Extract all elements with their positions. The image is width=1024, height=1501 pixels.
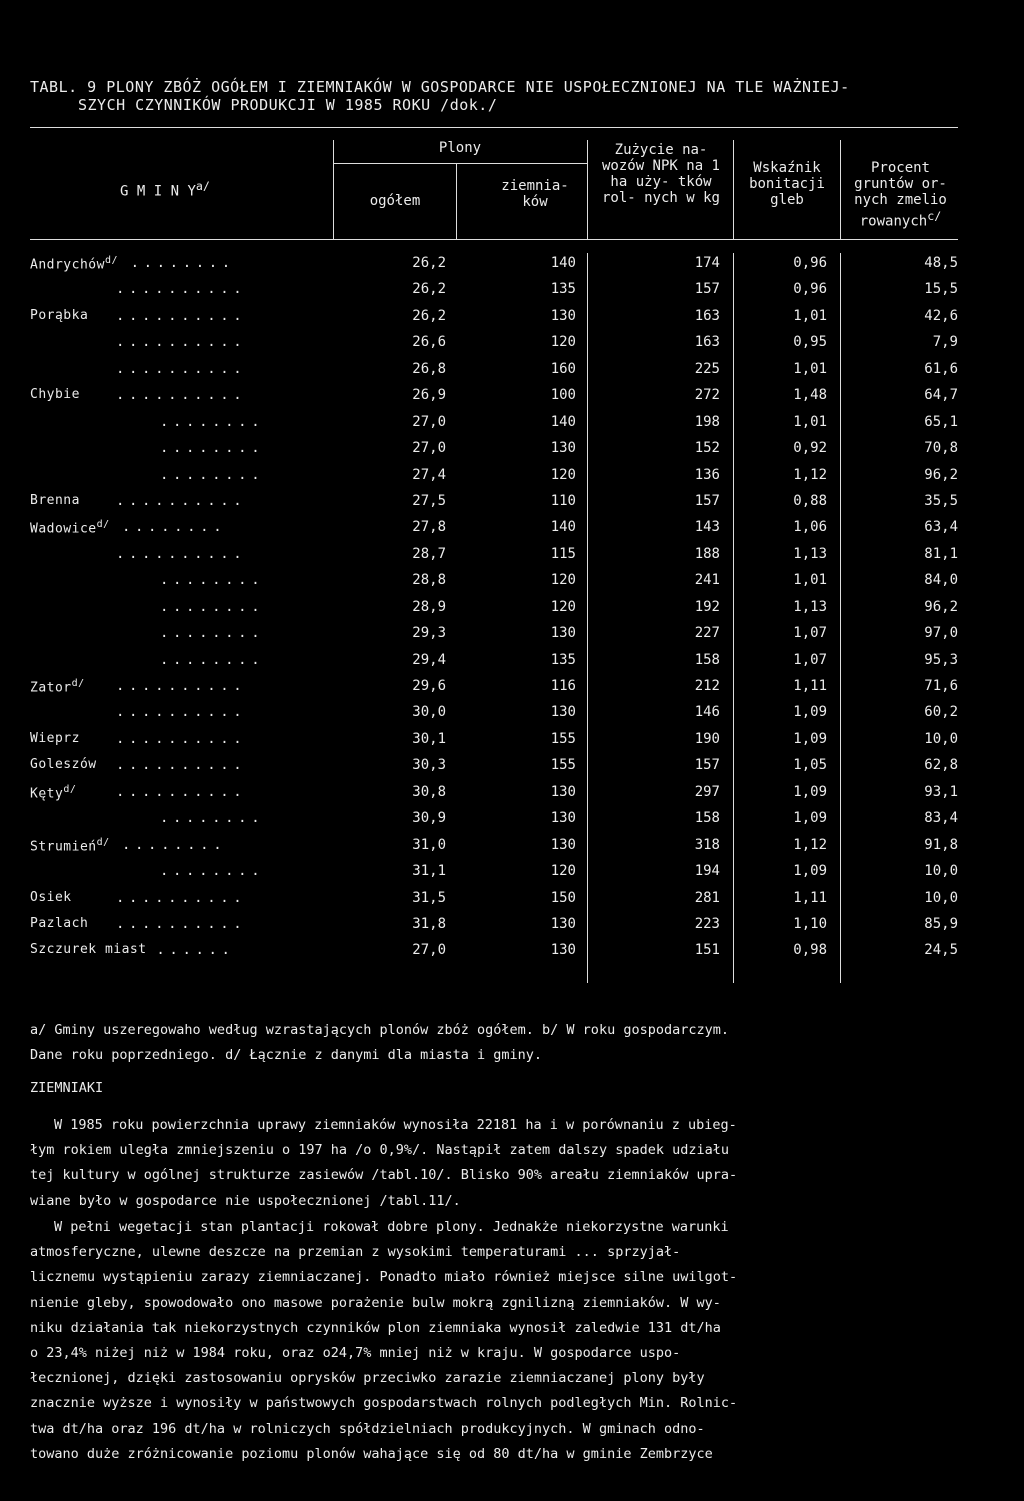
procent-value: 93,1 xyxy=(924,783,958,800)
plony-ogolem: 31,5 xyxy=(412,889,446,906)
leader-dots: .......... xyxy=(116,492,247,509)
plony-ziemniakow: 140 xyxy=(550,255,576,271)
title-line-2: SZYCH CZYNNIKÓW PRODUKCJI W 1985 ROKU /dok./ xyxy=(78,96,498,114)
npk-value: 223 xyxy=(694,915,720,932)
procent-value: 61,6 xyxy=(924,360,958,377)
plony-ziemniakow: 140 xyxy=(550,519,576,536)
leader-dots: .......... xyxy=(116,783,247,800)
gmina-name: Porąbka xyxy=(30,307,89,323)
plony-ziemniakow: 130 xyxy=(550,440,576,457)
leader-dots: .......... xyxy=(116,387,247,404)
plony-ziemniakow: 120 xyxy=(550,572,576,589)
table-title xyxy=(30,78,990,114)
paragraph-line: W pełni wegetacji stan plantacji rokował dobre plony. Jednakże niekorzystne warunki xyxy=(54,1219,729,1235)
table-row xyxy=(0,940,1024,966)
table-row xyxy=(0,332,1024,358)
plony-ziemniakow: 150 xyxy=(550,889,576,906)
npk-value: 163 xyxy=(694,334,720,351)
procent-value: 42,6 xyxy=(924,307,958,324)
leader-dots: ........ xyxy=(160,810,265,827)
leader-dots: .......... xyxy=(116,730,247,747)
bonitacja-value: 1,09 xyxy=(793,730,827,747)
bonitacja-value: 1,06 xyxy=(793,519,827,536)
header-procent-sup: c/ xyxy=(927,209,942,223)
plony-ziemniakow: 110 xyxy=(550,492,576,509)
paragraph-line: wiane było w gospodarce nie uspołecznionej /tabl.11/. xyxy=(30,1192,461,1209)
table-row xyxy=(0,438,1024,464)
leader-dots: .......... xyxy=(116,678,247,694)
table-row xyxy=(0,517,1024,543)
plony-ogolem: 27,8 xyxy=(412,519,446,536)
gmina-name: Szczurek miast xyxy=(30,942,147,958)
paragraph-line: W 1985 roku powierzchnia uprawy ziemniaków wynosiła 22181 ha i w porównaniu z ubieg- xyxy=(54,1117,737,1133)
plony-ziemniakow: 120 xyxy=(550,598,576,615)
leader-dots: ........ xyxy=(160,625,265,642)
npk-value: 188 xyxy=(694,545,720,562)
table-row xyxy=(0,465,1024,491)
gmina-name: Goleszów xyxy=(30,757,97,773)
plony-ogolem: 26,2 xyxy=(412,281,446,298)
bonitacja-value: 0,96 xyxy=(793,255,827,271)
col-divider-4 xyxy=(733,140,734,239)
paragraph-line: niku działania tak niekorzystnych czynników plon ziemniaka wynosił zaledwie 131 dt/ha xyxy=(30,1319,721,1336)
leader-dots: .......... xyxy=(116,545,247,562)
col-divider-5 xyxy=(840,140,841,239)
header-zuzycie: Zużycie na- wozów NPK na 1 ha uży- tków rol- nych w kg xyxy=(601,142,720,206)
table-row xyxy=(0,888,1024,914)
header-bottom-rule xyxy=(30,239,958,240)
procent-value: 15,5 xyxy=(924,281,958,298)
leader-dots: ...... xyxy=(156,942,235,959)
bonitacja-value: 1,13 xyxy=(793,598,827,615)
table-row xyxy=(0,808,1024,834)
gmina-name: Zator$^{d/}$ xyxy=(30,678,85,696)
npk-value: 198 xyxy=(694,413,720,430)
plony-ogolem: 30,9 xyxy=(412,810,446,827)
bonitacja-value: 1,05 xyxy=(793,757,827,774)
gmina-footnote-mark: d/ xyxy=(63,783,77,795)
bonitacja-value: 1,01 xyxy=(793,413,827,430)
npk-value: 192 xyxy=(694,598,720,615)
plony-ogolem: 26,2 xyxy=(412,307,446,324)
plony-ziemniakow: 120 xyxy=(550,334,576,351)
plony-ogolem: 26,6 xyxy=(412,334,446,351)
plony-ziemniakow: 140 xyxy=(550,413,576,430)
footnote-line-2: Dane roku poprzedniego. d/ Łącznie z danymi dla miasta i gminy. xyxy=(30,1047,543,1063)
leader-dots: ........ xyxy=(160,440,265,457)
plony-ziemniakow: 155 xyxy=(550,757,576,774)
bonitacja-value: 0,92 xyxy=(793,440,827,457)
procent-value: 35,5 xyxy=(924,492,958,509)
header-ogolem: ogółem xyxy=(369,193,421,209)
plony-ogolem: 30,0 xyxy=(412,704,446,721)
plony-ogolem: 31,8 xyxy=(412,915,446,932)
leader-dots: ........ xyxy=(130,255,235,271)
gmina-name: Osiek xyxy=(30,889,72,905)
plony-ziemniakow: 135 xyxy=(550,281,576,298)
procent-value: 84,0 xyxy=(924,572,958,589)
procent-value: 70,8 xyxy=(924,440,958,457)
table-row xyxy=(0,914,1024,940)
plony-ziemniakow: 135 xyxy=(550,651,576,668)
npk-value: 158 xyxy=(694,810,720,827)
procent-value: 95,3 xyxy=(924,651,958,668)
gmina-name: Chybie xyxy=(30,387,80,403)
header-top-rule xyxy=(30,127,958,128)
plony-ogolem: 31,1 xyxy=(412,863,446,880)
paragraph-line: tej kultury w ogólnej strukturze zasiewów /tabl.10/. Blisko 90% areału ziemniaków upra- xyxy=(30,1167,738,1184)
bonitacja-value: 1,01 xyxy=(793,572,827,589)
plony-ogolem: 27,0 xyxy=(412,942,446,959)
npk-value: 212 xyxy=(694,678,720,694)
paragraph-line: łym rokiem uległa zmniejszeniu o 197 ha /o 0,9%/. Nastąpił zatem dalszy spadek udziału xyxy=(30,1142,729,1159)
table-row xyxy=(0,676,1024,702)
paragraph-line: nienie gleby, spowodowało ono masowe porażenie bulw mokrą zgnilizną ziemniaków. W wy- xyxy=(30,1294,721,1311)
leader-dots: .......... xyxy=(116,307,247,324)
table-row xyxy=(0,279,1024,305)
header-procent xyxy=(843,160,958,230)
paragraph-line: znacznie wyższe i wynosiły w państwowych gospodarstwach rolnych podległych Min. Rolnic- xyxy=(30,1395,738,1412)
plony-ogolem: 26,2 xyxy=(412,255,446,271)
procent-value: 48,5 xyxy=(924,255,958,271)
plony-ogolem: 29,3 xyxy=(412,625,446,642)
plony-ogolem: 29,4 xyxy=(412,651,446,668)
plony-ogolem: 28,8 xyxy=(412,572,446,589)
table-row xyxy=(0,412,1024,438)
col-divider-3 xyxy=(587,140,588,239)
npk-value: 190 xyxy=(694,730,720,747)
gmina-footnote-mark: d/ xyxy=(71,678,85,689)
leader-dots: .......... xyxy=(116,281,247,298)
plony-ogolem: 28,7 xyxy=(412,545,446,562)
plony-ogolem: 27,0 xyxy=(412,440,446,457)
bonitacja-value: 0,95 xyxy=(793,334,827,351)
plony-ogolem: 29,6 xyxy=(412,678,446,694)
paragraph-line: towano duże zróżnicowanie poziomu plonów wahające się od 80 dt/ha w gminie Zembrzyce xyxy=(30,1445,713,1462)
plony-ogolem: 27,0 xyxy=(412,413,446,430)
procent-value: 83,4 xyxy=(924,810,958,827)
table-row xyxy=(0,544,1024,570)
bonitacja-value: 1,07 xyxy=(793,651,827,668)
gmina-name: Strumień$^{d/}$ xyxy=(30,836,110,854)
bonitacja-value: 1,12 xyxy=(793,466,827,483)
table-row xyxy=(0,306,1024,332)
leader-dots: .......... xyxy=(116,704,247,721)
plony-ogolem: 26,9 xyxy=(412,387,446,404)
plony-ziemniakow: 100 xyxy=(550,387,576,404)
paragraph-2 xyxy=(30,1215,990,1467)
table-row xyxy=(0,861,1024,887)
procent-value: 63,4 xyxy=(924,519,958,536)
leader-dots: .......... xyxy=(116,757,247,774)
header-gminy xyxy=(40,178,290,200)
plony-ziemniakow: 130 xyxy=(550,810,576,827)
gmina-name: Andrychów$^{d/}$ xyxy=(30,255,118,273)
paragraph-line: twa dt/ha oraz 196 dt/ha w rolniczych spółdzielniach produkcyjnych. W gminach odno- xyxy=(30,1420,705,1437)
npk-value: 194 xyxy=(694,863,720,880)
bonitacja-value: 1,48 xyxy=(793,387,827,404)
npk-value: 281 xyxy=(694,889,720,906)
table-row xyxy=(0,623,1024,649)
procent-value: 71,6 xyxy=(924,678,958,694)
plony-ogolem: 31,0 xyxy=(412,836,446,853)
plony-ziemniakow: 120 xyxy=(550,466,576,483)
gmina-footnote-mark: d/ xyxy=(96,519,110,531)
procent-value: 10,0 xyxy=(924,730,958,747)
header-plony: Plony xyxy=(438,140,482,156)
header-wskaznik: Wskaźnik bonitacji gleb xyxy=(749,160,825,208)
bonitacja-value: 1,09 xyxy=(793,704,827,721)
plony-ziemniakow: 130 xyxy=(550,836,576,853)
leader-dots: ........ xyxy=(160,598,265,615)
table-row xyxy=(0,359,1024,385)
gmina-name: Pazlach xyxy=(30,915,89,931)
plony-ziemniakow: 130 xyxy=(550,783,576,800)
gmina-name: Wadowice$^{d/}$ xyxy=(30,519,110,537)
paragraph-line: licznemu wystąpieniu zarazy ziemniaczanej. Ponadto miało również miejsce silne uwilgot- xyxy=(30,1269,738,1286)
npk-value: 227 xyxy=(694,625,720,642)
procent-value: 64,7 xyxy=(924,387,958,404)
bonitacja-value: 1,10 xyxy=(793,915,827,932)
npk-value: 158 xyxy=(694,651,720,668)
leader-dots: ........ xyxy=(160,863,265,880)
leader-dots: ........ xyxy=(160,651,265,668)
plony-ogolem: 30,8 xyxy=(412,783,446,800)
table-row xyxy=(0,650,1024,676)
bonitacja-value: 0,98 xyxy=(793,942,827,959)
footnote-line-1: a/ Gminy uszeregowaho według wzrastających plonów zbóż ogółem. b/ W roku gospodarczym. xyxy=(30,1022,729,1038)
npk-value: 151 xyxy=(694,942,720,959)
npk-value: 157 xyxy=(694,492,720,509)
table-row xyxy=(0,570,1024,596)
paragraph-line: o 23,4% niżej niż w 1984 roku, oraz o24,7% mniej niż w kraju. W gospodarce uspo- xyxy=(30,1345,681,1362)
bonitacja-value: 1,09 xyxy=(793,863,827,880)
procent-value: 62,8 xyxy=(924,757,958,774)
leader-dots: ........ xyxy=(122,519,227,536)
plony-ziemniakow: 155 xyxy=(550,730,576,747)
table-body xyxy=(0,253,1024,967)
procent-value: 7,9 xyxy=(932,334,958,351)
procent-value: 24,5 xyxy=(924,942,958,959)
procent-value: 81,1 xyxy=(924,545,958,562)
plony-ziemniakow: 115 xyxy=(550,545,576,562)
plony-ziemniakow: 130 xyxy=(550,915,576,932)
plony-ziemniakow: 130 xyxy=(550,942,576,959)
plony-ziemniakow: 130 xyxy=(550,307,576,324)
procent-value: 10,0 xyxy=(924,863,958,880)
bonitacja-value: 1,11 xyxy=(793,678,827,694)
gmina-name: Wieprz xyxy=(30,730,80,746)
npk-value: 272 xyxy=(694,387,720,404)
table-row xyxy=(0,491,1024,517)
procent-value: 10,0 xyxy=(924,889,958,906)
bonitacja-value: 0,96 xyxy=(793,281,827,298)
bonitacja-value: 1,01 xyxy=(793,307,827,324)
paragraph-line: atmosferyczne, ulewne deszcze na przemian z wysokimi temperaturami ... sprzyjał- xyxy=(30,1244,681,1261)
bonitacja-value: 1,07 xyxy=(793,625,827,642)
plony-ogolem: 28,9 xyxy=(412,598,446,615)
plony-ogolem: 30,1 xyxy=(412,730,446,747)
plony-ogolem: 30,3 xyxy=(412,757,446,774)
table-row xyxy=(0,385,1024,411)
npk-value: 163 xyxy=(694,307,720,324)
bonitacja-value: 1,01 xyxy=(793,360,827,377)
table-row xyxy=(0,782,1024,808)
table-row xyxy=(0,702,1024,728)
bonitacja-value: 1,11 xyxy=(793,889,827,906)
paragraph-line: łecznionej, dzięki zastosowaniu oprysków przeciwko zarazie ziemniaczanej plony były xyxy=(30,1370,705,1387)
procent-value: 65,1 xyxy=(924,413,958,430)
plony-subrule xyxy=(333,163,587,164)
header-procent-text: Procent gruntów or- nych zmelio rowanych xyxy=(854,160,947,230)
bonitacja-value: 1,09 xyxy=(793,810,827,827)
bonitacja-value: 1,09 xyxy=(793,783,827,800)
procent-value: 91,8 xyxy=(924,836,958,853)
plony-ziemniakow: 160 xyxy=(550,360,576,377)
npk-value: 318 xyxy=(694,836,720,853)
procent-value: 96,2 xyxy=(924,598,958,615)
header-gminy-text: G M I N Y xyxy=(120,183,196,200)
npk-value: 225 xyxy=(694,360,720,377)
plony-ziemniakow: 130 xyxy=(550,704,576,721)
npk-value: 146 xyxy=(694,704,720,721)
plony-ogolem: 27,5 xyxy=(412,492,446,509)
title-line-1: TABL. 9 PLONY ZBÓŻ OGÓŁEM I ZIEMNIAKÓW W GOSPODARCE NIE USPOŁECZNIONEJ NA TLE WAŻNIEJ- xyxy=(30,78,850,96)
plony-ziemniakow: 130 xyxy=(550,625,576,642)
leader-dots: ........ xyxy=(122,836,227,853)
leader-dots: ........ xyxy=(160,466,265,483)
leader-dots: .......... xyxy=(116,334,247,351)
procent-value: 60,2 xyxy=(924,704,958,721)
plony-ziemniakow: 116 xyxy=(550,678,576,694)
procent-value: 96,2 xyxy=(924,466,958,483)
npk-value: 152 xyxy=(694,440,720,457)
header-ziemniakow: ziemnia- ków xyxy=(501,178,569,210)
table-row xyxy=(0,597,1024,623)
table-row xyxy=(0,253,1024,279)
leader-dots: .......... xyxy=(116,360,247,377)
gmina-name: Kęty$^{d/}$ xyxy=(30,783,77,802)
col-divider-2 xyxy=(456,163,457,239)
leader-dots: .......... xyxy=(116,915,247,932)
gmina-footnote-mark: d/ xyxy=(96,836,110,848)
npk-value: 241 xyxy=(694,572,720,589)
npk-value: 143 xyxy=(694,519,720,536)
section-title: ZIEMNIAKI xyxy=(30,1080,104,1096)
npk-value: 157 xyxy=(694,281,720,298)
procent-value: 97,0 xyxy=(924,625,958,642)
table-row xyxy=(0,729,1024,755)
npk-value: 157 xyxy=(694,757,720,774)
table-row xyxy=(0,835,1024,861)
footnotes xyxy=(30,1018,990,1068)
procent-value: 85,9 xyxy=(924,915,958,932)
npk-value: 136 xyxy=(694,466,720,483)
leader-dots: ........ xyxy=(160,572,265,589)
gmina-name: Brenna xyxy=(30,492,80,508)
table-row xyxy=(0,755,1024,781)
leader-dots: ........ xyxy=(160,413,265,430)
header-gminy-sup: a/ xyxy=(195,179,210,193)
bonitacja-value: 1,12 xyxy=(793,836,827,853)
npk-value: 174 xyxy=(694,255,720,271)
plony-ogolem: 27,4 xyxy=(412,466,446,483)
bonitacja-value: 1,13 xyxy=(793,545,827,562)
gmina-footnote-mark: d/ xyxy=(104,255,118,266)
plony-ziemniakow: 120 xyxy=(550,863,576,880)
bonitacja-value: 0,88 xyxy=(793,492,827,509)
npk-value: 297 xyxy=(694,783,720,800)
paragraph-1 xyxy=(30,1113,990,1214)
plony-ogolem: 26,8 xyxy=(412,360,446,377)
leader-dots: .......... xyxy=(116,889,247,906)
